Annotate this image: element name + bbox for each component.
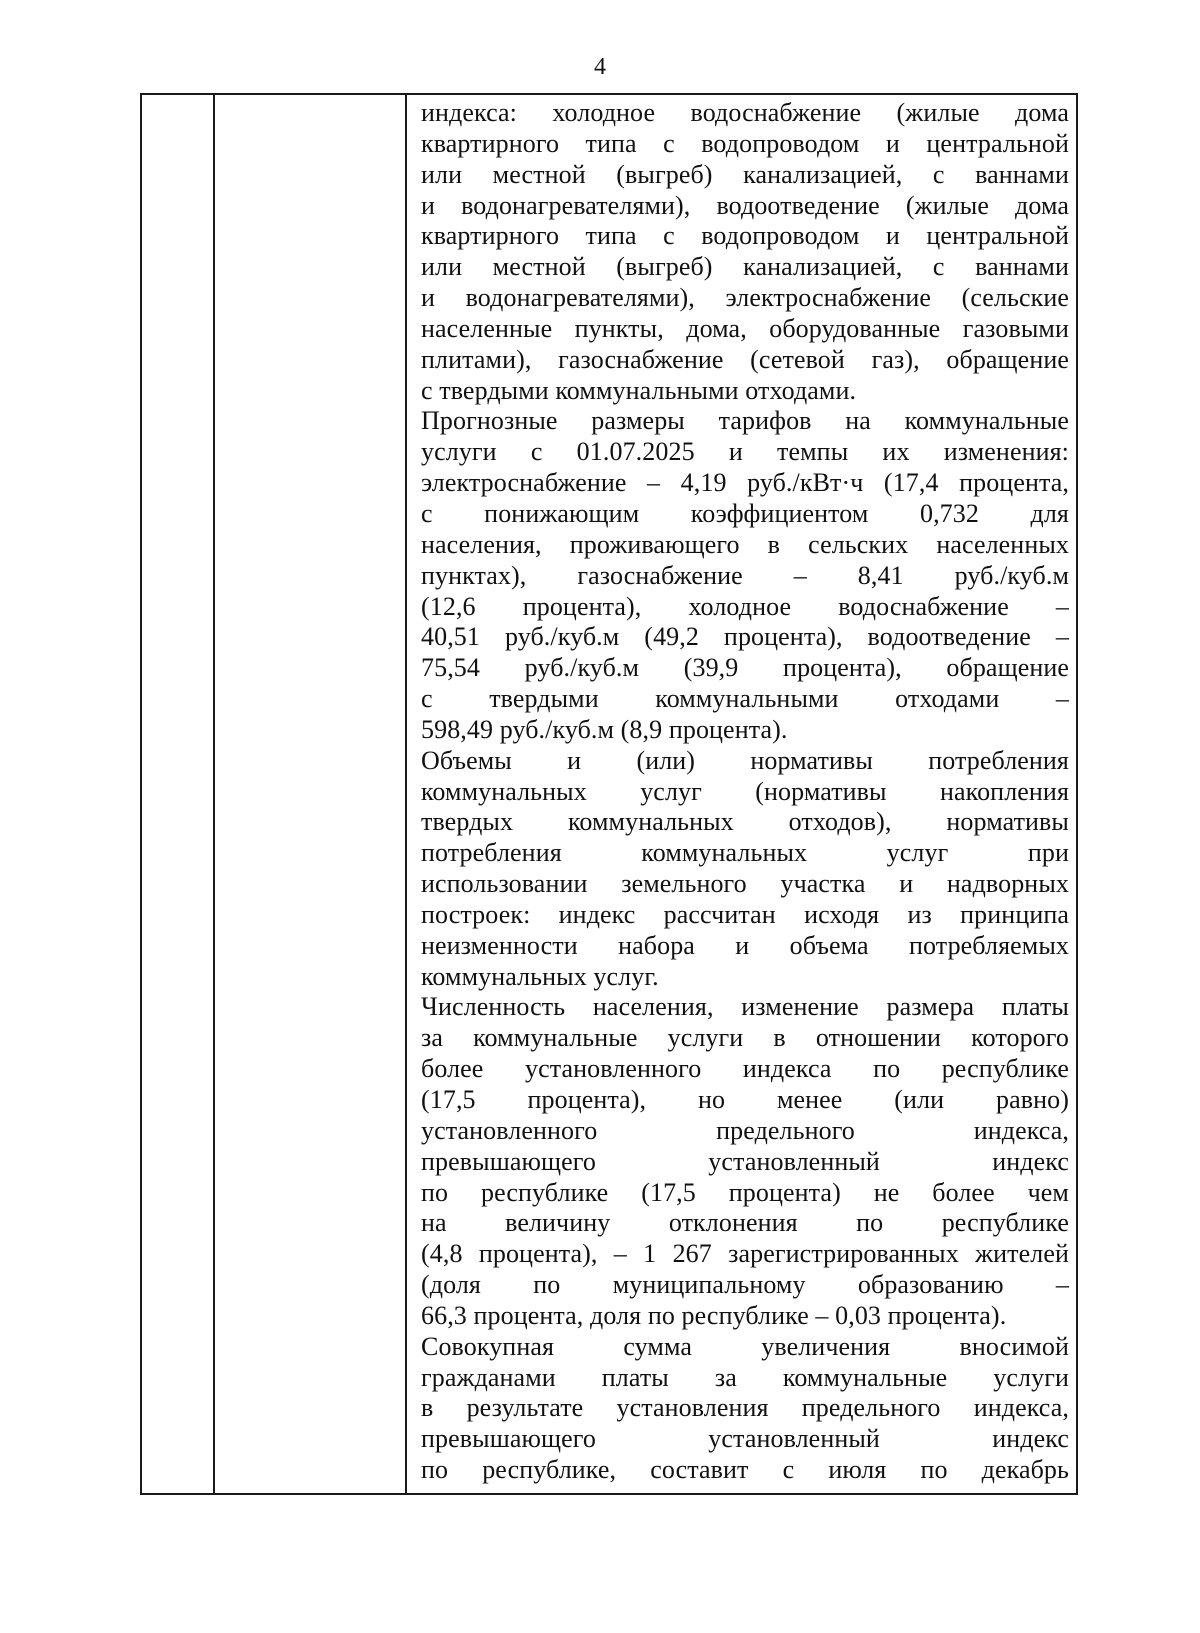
text-line: квартирного типа с водопроводом и центральной <box>421 221 1069 251</box>
text-line: в результате установления предельного индекса, <box>421 1393 1069 1423</box>
text-line: превышающего установленный индекс <box>421 1146 1069 1176</box>
column-divider-1 <box>213 95 215 1493</box>
text-line: (доля по муниципальному образованию – <box>421 1270 1069 1300</box>
text-line: 598,49 руб./куб.м (8,9 процента). <box>421 714 788 744</box>
text-line: или местной (выгреб) канализацией, с ваннами <box>421 252 1069 282</box>
text-line: 40,51 руб./куб.м (49,2 процента), водоотведение – <box>421 622 1069 652</box>
text-line: по республике, составит с июля по декабрь <box>421 1455 1069 1485</box>
text-line: (12,6 процента), холодное водоснабжение – <box>421 591 1069 621</box>
text-line: населения, проживающего в сельских населенных <box>421 529 1069 559</box>
text-line: плитами), газоснабжение (сетевой газ), обращение <box>421 344 1069 374</box>
text-line: неизменности набора и объема потребляемых <box>421 930 1069 960</box>
table-cell-text <box>421 98 1069 1486</box>
text-line: и водонагревателями), электроснабжение (сельские <box>421 283 1069 313</box>
text-line: коммунальных услуг. <box>421 961 659 991</box>
text-line: твердых коммунальных отходов), нормативы <box>421 807 1069 837</box>
text-line: (17,5 процента), но менее (или равно) <box>421 1085 1069 1114</box>
text-line: электроснабжение – 4,19 руб./кВт·ч (17,4 процента, <box>421 468 1069 498</box>
text-line: превышающего установленный индекс <box>421 1424 1069 1454</box>
text-line: населенные пункты, дома, оборудованные газовыми <box>421 313 1069 343</box>
text-line: установленного предельного индекса, <box>421 1115 1069 1145</box>
text-line: или местной (выгреб) канализацией, с ваннами <box>421 159 1069 189</box>
text-line: 66,3 процента, доля по республике – 0,03 процента). <box>421 1300 1007 1330</box>
text-line: и водонагревателями), водоотведение (жилые дома <box>421 190 1069 220</box>
text-line: с понижающим коэффициентом 0,732 для <box>421 498 1069 528</box>
text-line: с твердыми коммунальными отходами. <box>421 375 857 405</box>
text-line: квартирного типа с водопроводом и центральной <box>421 128 1069 158</box>
text-line: Совокупная сумма увеличения вносимой <box>421 1331 1069 1361</box>
text-line: 75,54 руб./куб.м (39,9 процента), обращение <box>421 653 1069 683</box>
column-divider-2 <box>405 95 407 1493</box>
text-line: коммунальных услуг (нормативы накопления <box>421 776 1069 806</box>
text-line: использовании земельного участка и надворных <box>421 869 1069 899</box>
document-table <box>140 93 1078 1495</box>
text-line: Прогнозные размеры тарифов на коммунальные <box>421 406 1069 436</box>
page-number: 4 <box>594 54 606 80</box>
text-line: индекса: холодное водоснабжение (жилые дома <box>421 98 1069 127</box>
text-line: на величину отклонения по республике <box>421 1208 1069 1238</box>
text-line: пунктах), газоснабжение – 8,41 руб./куб.м <box>421 560 1069 590</box>
text-line: за коммунальные услуги в отношении которого <box>421 1023 1069 1053</box>
text-line: более установленного индекса по республике <box>421 1054 1069 1084</box>
text-line: (4,8 процента), – 1 267 зарегистрированных жителей <box>421 1239 1069 1269</box>
text-line: потребления коммунальных услуг при <box>421 838 1069 868</box>
text-line: с твердыми коммунальными отходами – <box>421 684 1069 714</box>
text-line: гражданами платы за коммунальные услуги <box>421 1362 1069 1392</box>
text-line: по республике (17,5 процента) не более чем <box>421 1177 1069 1207</box>
text-line: построек: индекс рассчитан исходя из принципа <box>421 899 1069 929</box>
text-line: услуги с 01.07.2025 и темпы их изменения: <box>421 437 1069 467</box>
text-line: Объемы и (или) нормативы потребления <box>421 745 1069 775</box>
text-line: Численность населения, изменение размера платы <box>421 992 1069 1022</box>
